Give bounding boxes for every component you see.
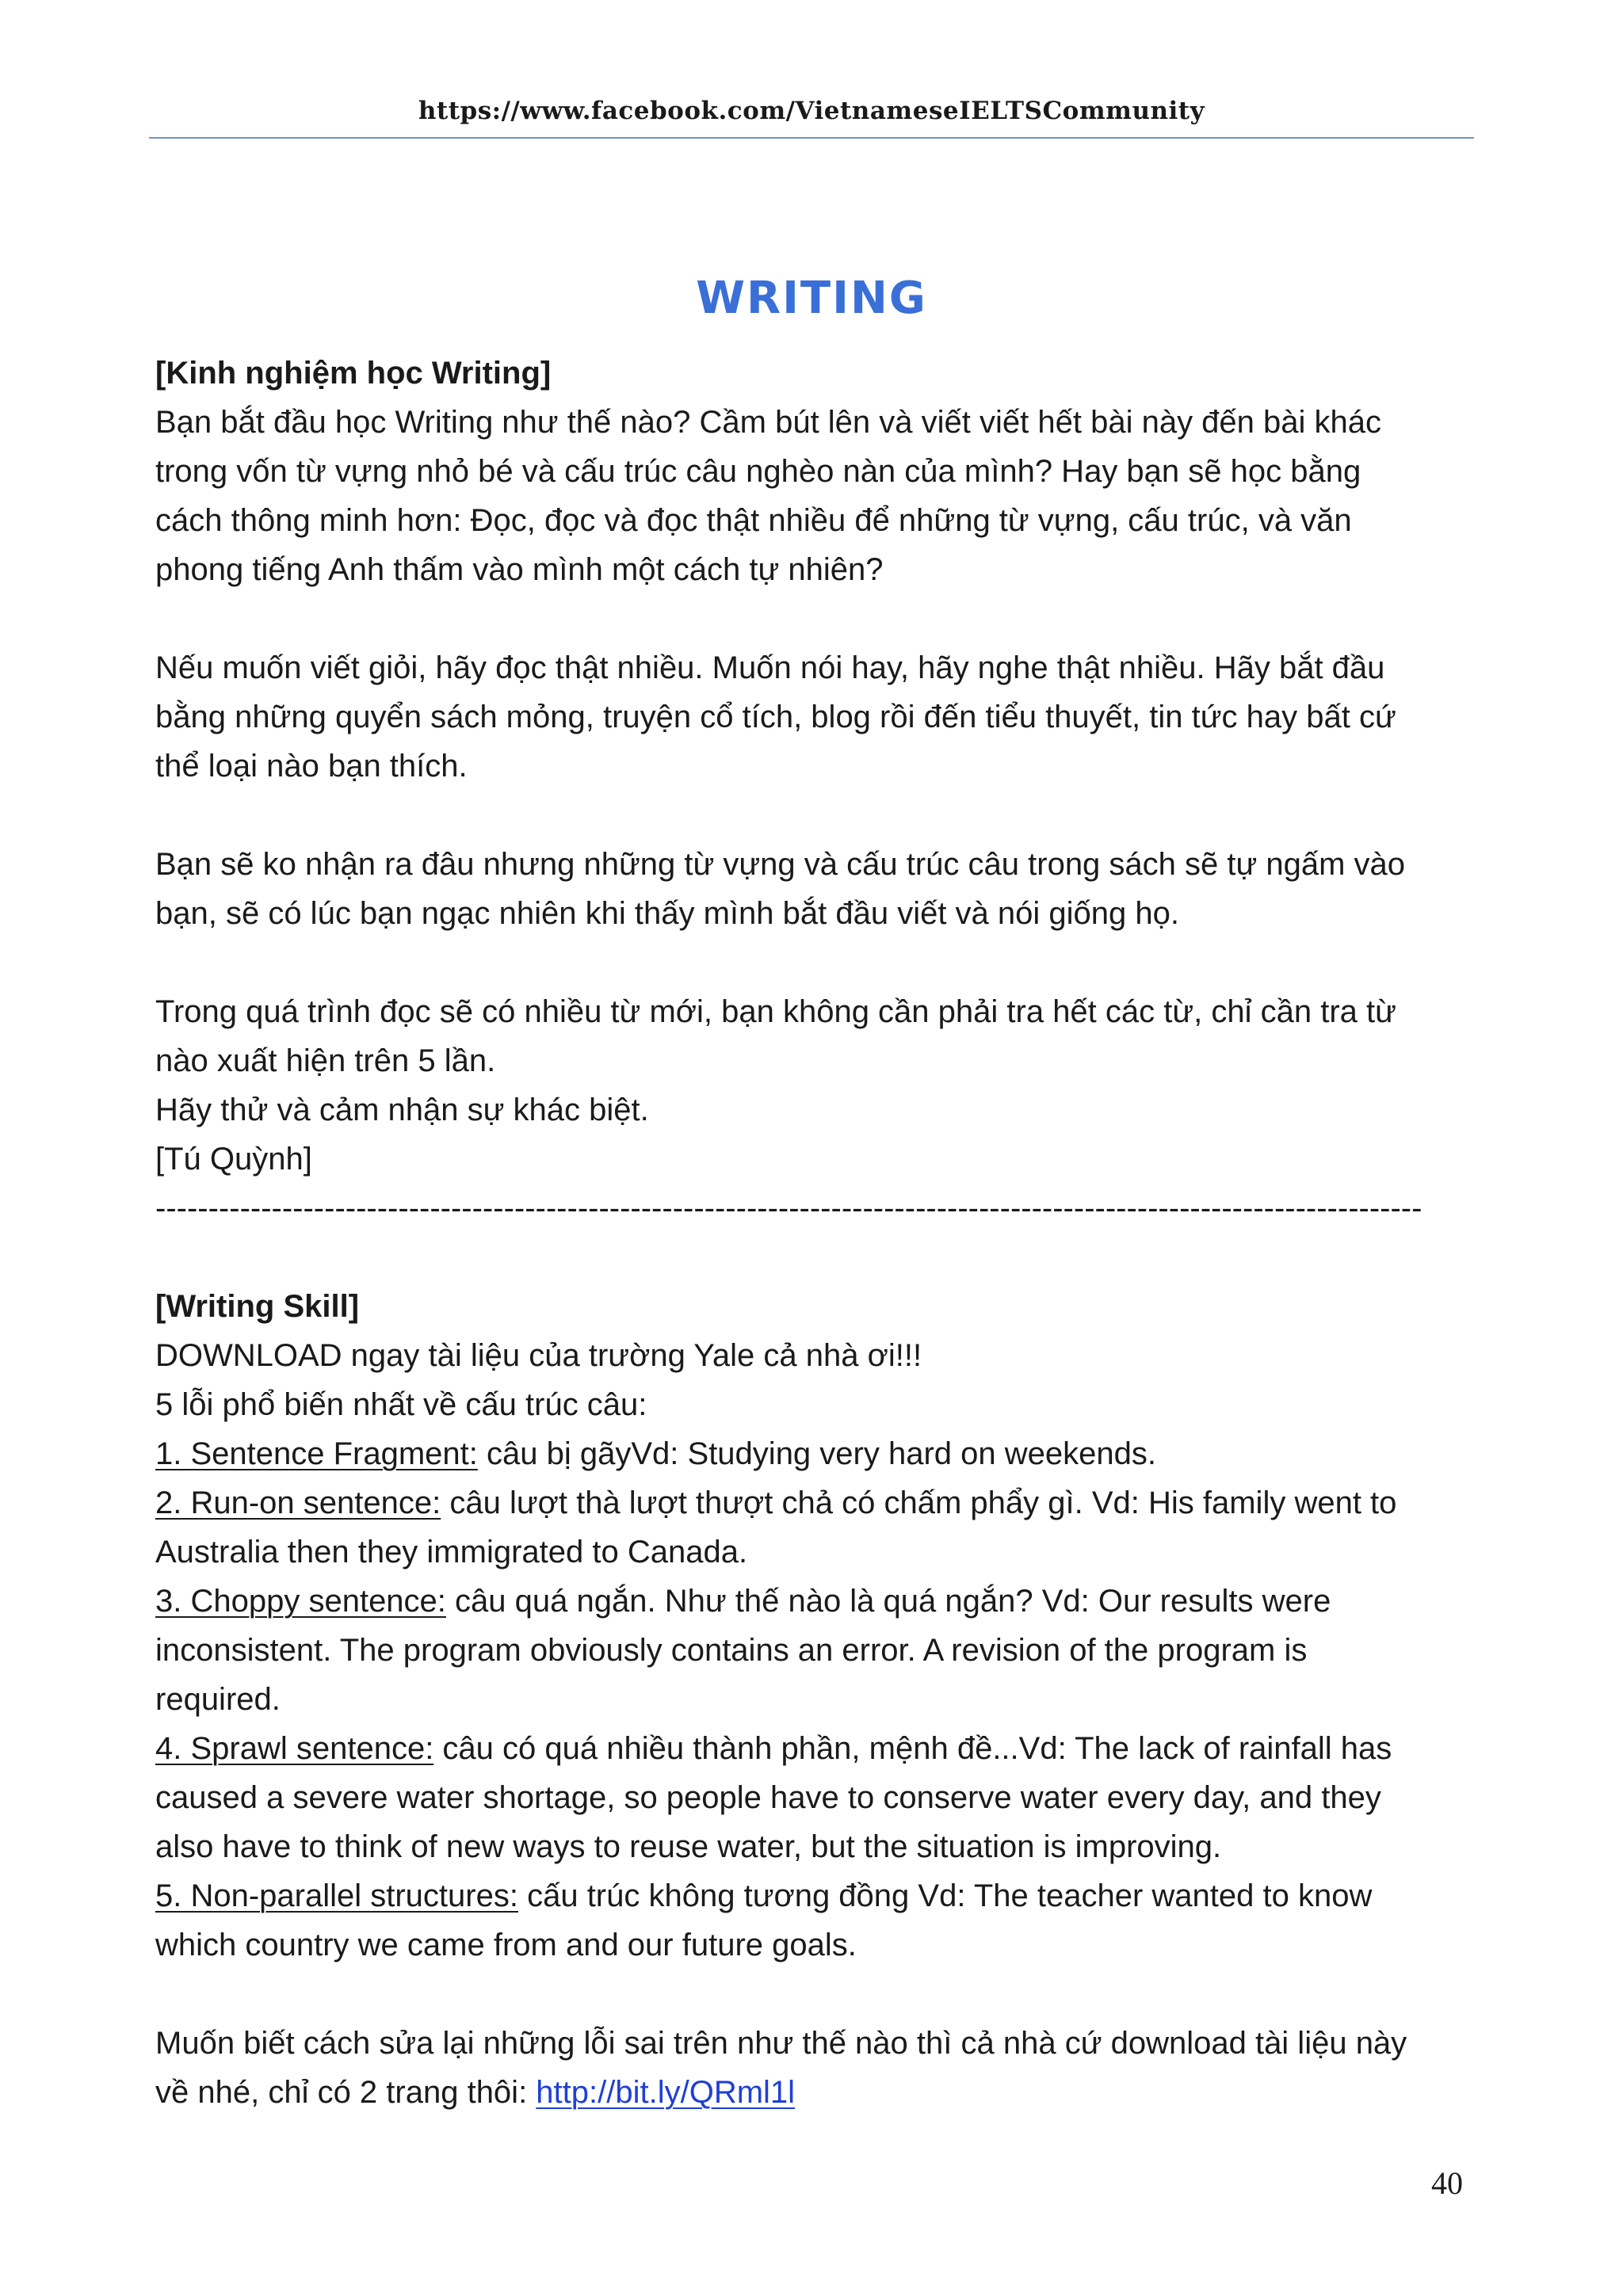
error-item-label: 2. Run-on sentence: [155, 1486, 441, 1520]
header-divider [149, 137, 1474, 139]
outro-line: Muốn biết cách sửa lại những lỗi sai trên như thế nào thì cả nhà cứ download tài liệu này [155, 2026, 1407, 2061]
error-item [155, 1429, 1487, 1478]
body-line: thể loại nào bạn thích. [155, 749, 468, 784]
page-title: WRITING [696, 273, 927, 324]
error-list [155, 1429, 1487, 1970]
error-item [155, 1478, 1487, 1527]
body-line: bạn, sẽ có lúc bạn ngạc nhiên khi thấy mình bắt đầu viết và nói giống họ. [155, 896, 1179, 931]
error-item-continuation: which country we came from and our future goals. [155, 1928, 857, 1962]
section-heading-experience: [Kinh nghiệm học Writing] [155, 356, 552, 391]
body-line: cách thông minh hơn: Đọc, đọc và đọc thật nhiều để những từ vựng, cấu trúc, và văn [155, 503, 1352, 538]
spacer [155, 938, 1487, 987]
error-item-continuation: also have to think of new ways to reuse water, but the situation is improving. [155, 1829, 1222, 1864]
document-body [155, 349, 1487, 2117]
error-item-continuation: inconsistent. The program obviously contains an error. A revision of the program is [155, 1633, 1308, 1668]
spacer [155, 1233, 1487, 1282]
error-item-label: 3. Choppy sentence: [155, 1584, 446, 1619]
error-item-continuation: required. [155, 1682, 281, 1717]
body-line: phong tiếng Anh thấm vào mình một cách tự nhiên? [155, 552, 884, 587]
outro-link-line [155, 2068, 1487, 2117]
header-url: https://www.facebook.com/VietnameseIELTSCommunity [418, 97, 1205, 125]
error-item [155, 1724, 1487, 1773]
errors-intro: 5 lỗi phổ biến nhất về cấu trúc câu: [155, 1387, 647, 1422]
page-number: 40 [1431, 2165, 1463, 2201]
body-line: Trong quá trình đọc sẽ có nhiều từ mới, bạn không cần phải tra hết các từ, chỉ cần tra từ [155, 994, 1396, 1029]
body-line: Bạn bắt đầu học Writing như thế nào? Cầm bút lên và viết viết hết bài này đến bài khác [155, 405, 1382, 440]
error-item-label: 4. Sprawl sentence: [155, 1731, 434, 1766]
error-item-text: câu có quá nhiều thành phần, mệnh đề...Vd: The lack of rainfall has [433, 1731, 1392, 1766]
spacer [155, 594, 1487, 643]
body-line: nào xuất hiện trên 5 lần. [155, 1043, 496, 1078]
outro-text: về nhé, chỉ có 2 trang thôi: [155, 2075, 537, 2110]
body-line: Hãy thử và cảm nhận sự khác biệt. [155, 1093, 649, 1127]
error-item-label: 1. Sentence Fragment: [155, 1436, 478, 1471]
download-intro: DOWNLOAD ngay tài liệu của trường Yale cả nhà ơi!!! [155, 1338, 922, 1373]
body-line: Bạn sẽ ko nhận ra đâu nhưng những từ vựng và cấu trúc câu trong sách sẽ tự ngấm vào [155, 847, 1406, 882]
body-line: Nếu muốn viết giỏi, hãy đọc thật nhiều. Muốn nói hay, hãy nghe thật nhiều. Hãy bắt đầu [155, 650, 1385, 685]
error-item-text: câu quá ngắn. Như thế nào là quá ngắn? Vd: Our results were [445, 1584, 1331, 1619]
body-line: trong vốn từ vựng nhỏ bé và cấu trúc câu nghèo nàn của mình? Hay bạn sẽ học bằng [155, 454, 1361, 489]
spacer [155, 1970, 1487, 2019]
error-item-text: câu lượt thà lượt thượt chả có chấm phẩy gì. Vd: His family went to [441, 1486, 1397, 1520]
error-item [155, 1871, 1487, 1920]
error-item-label: 5. Non-parallel structures: [155, 1878, 518, 1913]
error-item [155, 1577, 1487, 1626]
body-line: [Tú Quỳnh] [155, 1142, 312, 1177]
download-link[interactable]: http://bit.ly/QRml1l [536, 2075, 796, 2110]
error-item-continuation: Australia then they immigrated to Canada. [155, 1535, 748, 1569]
section-experience-body [155, 398, 1487, 1184]
body-line: bằng những quyển sách mỏng, truyện cổ tích, blog rồi đến tiểu thuyết, tin tức hay bất cứ [155, 700, 1396, 734]
section-divider: ------------------------------------------------------------------------------------------------------------------------ [155, 1191, 1423, 1226]
error-item-text: cấu trúc không tương đồng Vd: The teacher wanted to know [517, 1878, 1373, 1913]
section-heading-writing-skill: [Writing Skill] [155, 1289, 360, 1324]
error-item-text: câu bị gãyVd: Studying very hard on weekends. [477, 1436, 1156, 1471]
spacer [155, 791, 1487, 840]
error-item-continuation: caused a severe water shortage, so people have to conserve water every day, and they [155, 1780, 1381, 1815]
